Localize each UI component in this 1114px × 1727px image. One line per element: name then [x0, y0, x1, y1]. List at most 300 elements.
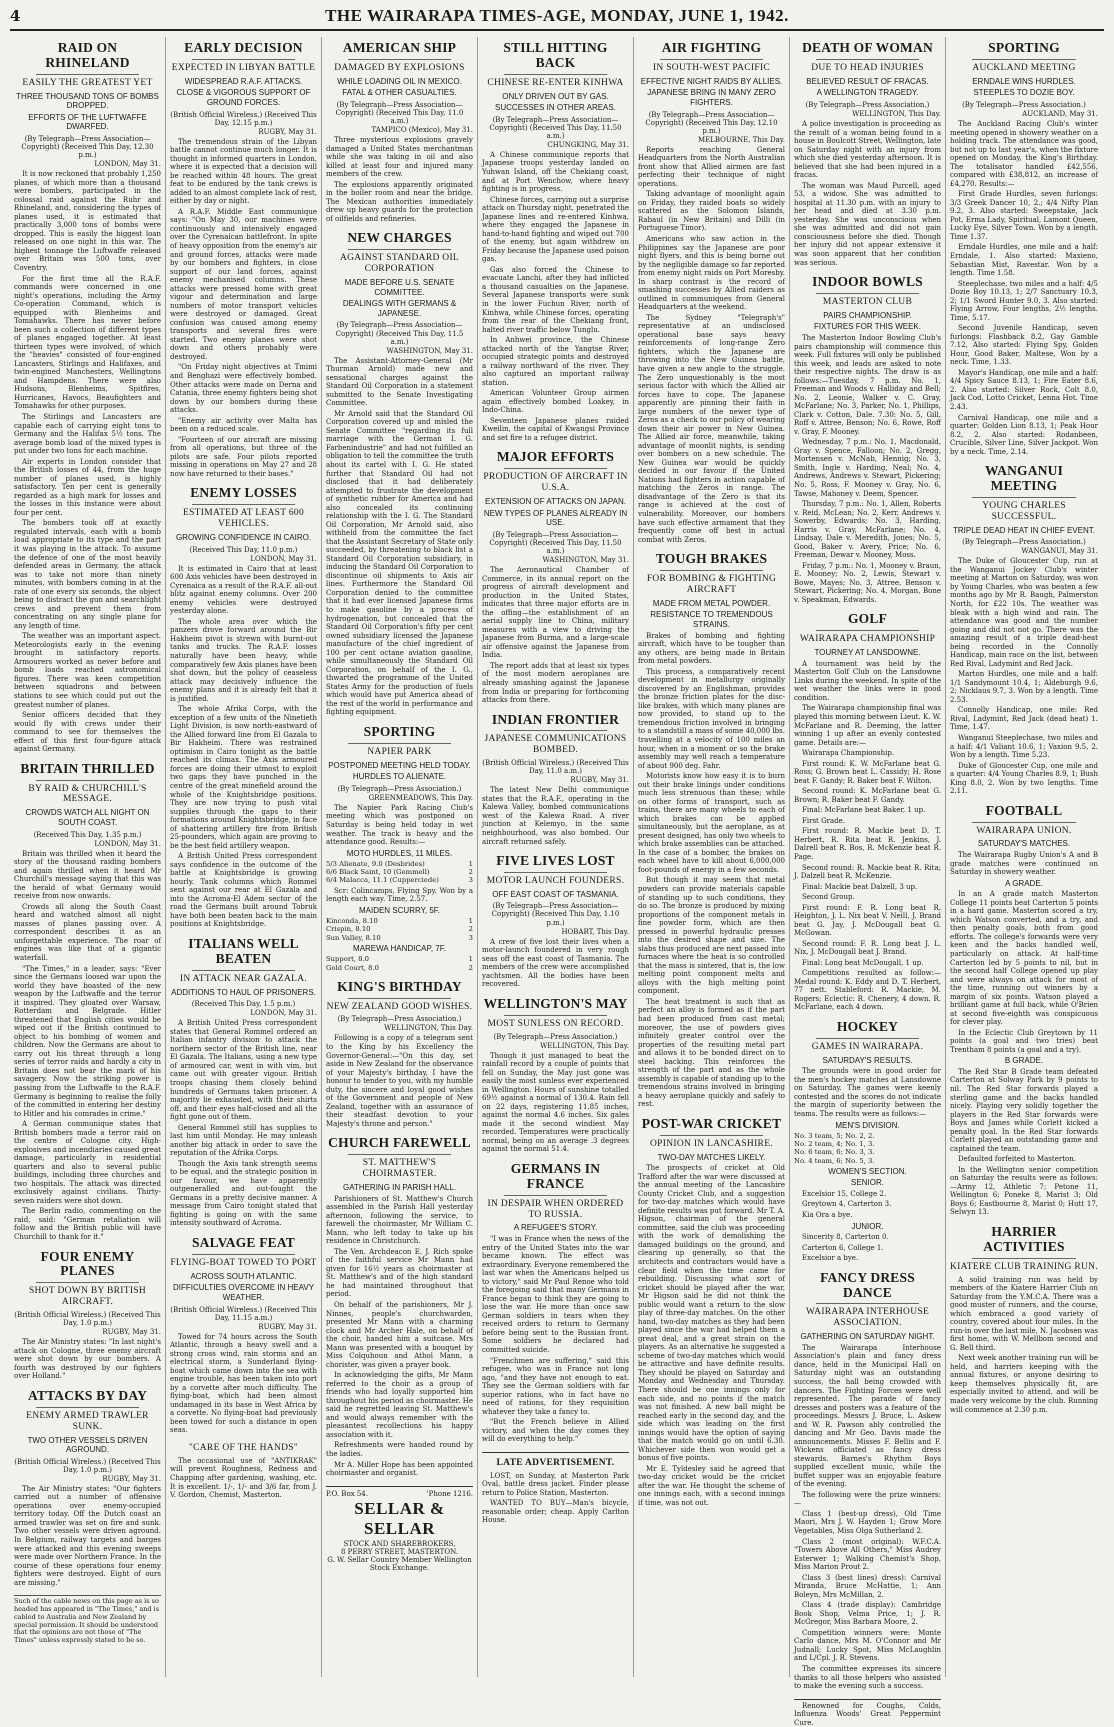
- paragraph: The Ven. Archdeacon E. J. Rich spoke of the faithful service Mr Mann had given for 16½ years as choirmaster at St. Matthew's and of the high standard he had maintained throughout that period.: [326, 1247, 473, 1299]
- headline: ITALIANS WELL BEATEN: [188, 936, 299, 966]
- article-church-farewell: [326, 1136, 473, 1477]
- race-results: [326, 860, 473, 884]
- paragraph: The whole area over which the panzers drove forward around the Bir Hakheim pivot is strewn with burnt-out tanks and trucks. The R.A.F. losses naturally have been heavy, while comparatively few Axis planes have been shot down, but the policy of ceaseless attack may decisively influence the enemy plans and it is already felt that it is justified.: [170, 617, 317, 703]
- headline: SALVAGE FEAT: [191, 1235, 296, 1250]
- race-title: MAREWA HANDICAP, 7F.: [353, 943, 446, 953]
- paragraph: Three mysterious explosions gravely damaged a United States merchantman while she was taking in oil and also killed at least four and injured many members of the crew.: [326, 136, 473, 179]
- article-kings-birthday: [326, 980, 473, 1129]
- late-ad-lost: LOST, on Sunday, at Masterton Park Oval, battle dress jacket. Finder please return to Police Station, Masterton.: [482, 1471, 629, 1497]
- article-body: [14, 170, 161, 754]
- article-body: [950, 851, 1098, 877]
- race-results: [326, 955, 473, 971]
- paragraph: The Wairarapa Rugby Union's A and B grade matches were continued on Saturday in showery weather.: [950, 851, 1098, 877]
- subhead: TWO-DAY MATCHES LIKELY.: [657, 1152, 766, 1162]
- subhead: A WELLINGTON TRAGEDY.: [816, 88, 919, 98]
- headline: GERMANS IN FRANCE: [510, 1160, 601, 1191]
- paragraph: "Enemy air activity over Malta has been on a reduced scale.: [170, 416, 317, 434]
- article-still-hitting-back: [482, 41, 629, 442]
- article-indian-frontier: [482, 713, 629, 847]
- advert-line: 8 PERRY STREET, MASTERTON.: [341, 1547, 458, 1556]
- deck: GAMES IN WAIRARAPA.: [811, 1041, 924, 1052]
- paragraph: Reports reaching General Headquarters from the North Australian front show that Allied airmen are fast perfecting their technique of night operations.: [638, 145, 785, 188]
- dateline: AUCKLAND, May 31.: [1022, 110, 1098, 118]
- deck: MASTERTON CLUB: [822, 296, 913, 307]
- byline: (By Telegraph—Press Association.): [493, 1032, 618, 1041]
- paragraph: A police investigation is proceeding as the result of a woman being found in a house in Boulcott Street, Wellington, late on Saturday night with an injury from which she died yesterday afternoon. It is believed that she had been injured in a fracas.: [794, 120, 941, 180]
- hockey-results: [794, 1132, 941, 1165]
- paragraph: Wairarapa Championship.: [802, 749, 895, 758]
- headline: GOLF: [847, 611, 888, 627]
- headline: CHURCH FAREWELL: [328, 1135, 471, 1151]
- paragraph: The Aeronautical Chamber of Commerce, in its annual report on the progress of aircraft development and production in the United States, indicates that three major efforts are in the offing—the establishment of an aerial supply line to China, military measures with a view to driving the Japanese from Burma, and a large-scale air offensive against the Japanese from India.: [482, 566, 629, 660]
- article-body: [482, 151, 629, 443]
- result-row: [794, 1132, 941, 1140]
- article-body: [482, 938, 629, 989]
- paragraph: Chinese forces, carrying out a surprise attack on Thursday night, penetrated the Japanese lines and re-entered Kinhwa, where they engaged the Japanese in hand-to-hand fighting and wiped out 700 of the enemy, but again withdrew on Friday because the Japanese used poison gas.: [482, 195, 629, 264]
- paragraph: Motorists know how easy it is to burn out their brake linings under conditions much less strenuous than these; while on other forms of transport, such as trains, there are many wheels to each of which brakes can be applied simultaneously, but the aeroplane, as at present designed, has only two wheels to which brake assemblies can be attached. In the case of a bomber, the brakes on each wheel have to kill about 6,000,000 foot-pounds of energy in a few seconds.: [638, 772, 785, 874]
- paragraph: The whole Afrika Corps, with the exception of a few units of the Ninetieth Light Division, is now north-eastward of the Allied forward line from El Gazala to Bir Hakheim. There was restrained optimism in Cairo tonight as the battle reached its climax. The Axis armoured forces are doing their utmost to exploit two gaps they have punched in the centre of the great minefield around the whole of the Knightsbridge positions. They are now trying to push vital supplies through the gaps to their formations around Knightsbridge, in face of shattering artillery fire from British 25-pounders, which again are proving to be the best field artillery weapon.: [170, 705, 317, 850]
- subhead: GATHERING IN PARISH HALL.: [342, 1183, 457, 1193]
- paragraph: Second round: R. Mackie beat R. Rita; J. Dalzell beat R. McKenzie.: [794, 863, 941, 881]
- deck: CHINESE RE-ENTER KINHWA: [487, 77, 624, 88]
- article-harrier-activities: [950, 1225, 1098, 1414]
- result-row: [326, 934, 473, 942]
- article-five-lives-lost: [482, 854, 629, 989]
- result-cell: 1: [468, 955, 473, 964]
- dateline: RUGBY, May 31.: [102, 1474, 161, 1483]
- headline: ENEMY LOSSES: [190, 485, 297, 501]
- result-row: [326, 860, 473, 868]
- deck: NEW ZEALAND GOOD WISHES.: [326, 1001, 473, 1012]
- dateline: LONDON, May 31.: [94, 160, 161, 169]
- paragraph: Crowds all along the South Coast heard and watched almost all night masses of planes passing over. A correspondent describes it as an unforgettable experience. The roar of engines was like that of a gigantic waterfall.: [14, 902, 161, 963]
- result-cell: 5/3 Alienate, 9.0 (Desbrides): [326, 860, 425, 869]
- subhead: RESISTANCE TO TREMENDOUS STRAINS.: [650, 610, 773, 629]
- headline: HARRIER ACTIVITIES: [983, 1223, 1065, 1254]
- advert-care-of-hands: [170, 1443, 317, 1500]
- deck: JAPANESE COMMUNICATIONS BOMBED.: [484, 734, 627, 756]
- division-subtitle: SENIOR.: [851, 1178, 884, 1188]
- race-title: MAIDEN SCURRY, 5F.: [358, 905, 441, 915]
- wellington-results: In the Wellington senior competition on Saturday the results were as follows:—Army 12, Athletic 7; Petone 11, Wellington 6; Poneke 8, Marist 3; Old Boys 6; Eastbourne 8, Marist 0; Hutt 17, Selwyn 13.: [950, 1165, 1098, 1217]
- dateline: WELLINGTON, This Day.: [384, 1024, 473, 1033]
- headline: KING'S BIRTHDAY: [337, 978, 462, 994]
- paragraph: "On Friday night objectives at Tmimi and Benghazi were effectively bombed. Other attacks were made on Derna and Catania, three enemy fighters being shot down by our bombers during these attacks.: [170, 363, 317, 415]
- paragraph: The Sydney "Telegraph's" representative at an undisclosed operational base says heavy reinforcements of long-range Zero fighters, which the Japanese are throwing into the New Guinea battle, have given a new angle to the struggle. The Zero unquestionably is the most serious factor with which the Allied air forces have to cope. The Japanese apparently are pinning their faith in large numbers of the newer type of Zeros as a check to our policy of wearing down their air power in New Guinea. The Allied air force, meanwhile, taking advantage of moonlit nights, is sending over bombers on a new schedule. The New Guinea war would be quickly decided in our favour if the United Nations had fighters in action capable of matching the Zeros in range. The disadvantage of the Zero is that its range is achieved at the cost of vulnerability. Moreover, our bombers have such effective armament that they frequently come off best in actual combat with Zeros.: [638, 313, 785, 544]
- paragraph: A crew of five lost their lives when a motor-launch foundered in very rough seas off the east coast of Tasmania. The members of the crew were accomplished yachtsmen. All the bodies have been recovered.: [482, 937, 629, 989]
- headline: BRITAIN THRILLED: [20, 760, 155, 776]
- result-cell: 2: [468, 925, 473, 934]
- result-cell: 3: [468, 876, 473, 885]
- byline: (British Official Wireless.) (Received This Day, 1.0 p.m.): [14, 1311, 161, 1328]
- grade-a-body: [950, 890, 1098, 1054]
- result-row: [794, 1140, 941, 1148]
- subhead: JAPANESE BRING IN MANY ZERO FIGHTERS.: [647, 88, 776, 107]
- subhead: ERNDALE WINS HURDLES.: [972, 76, 1076, 86]
- subhead: FATAL & OTHER CASUALTIES.: [342, 88, 457, 98]
- byline: (By Telegraph—Press Association.): [805, 100, 930, 109]
- column-3: [322, 37, 478, 1677]
- advert-text: The occasional use of "ANTIKRAK" will prevent Roughness, Redness and Chapping after gardening, washing, etc. It is excellent. 1/-, 1/- and 3/6 far, from J. V. Gordon, Chemist, Masterton.: [170, 1456, 317, 1500]
- paragraph: The following were the prize winners:—: [794, 1490, 941, 1508]
- paragraph: A R.A.F. Middle East communique says: "On May 30, our machines were continuously and intensively engaged over the Cyrenaican battlefront. In spite of heavy opposition from the enemy's air and ground forces, attacks were made by our bombers and fighters, in close support of our land forces, against enemy mechanised columns. These attacks were pressed home with great vigour and determination and large numbers of motor transport vehicles were destroyed or damaged. Great confusion was caused among enemy transports and several fires were started. Two enemy planes were shot down and others probably were destroyed.: [170, 207, 317, 361]
- paragraph: Marton Hurdles, one mile and a half: 1/1 Sandymount 10.4, 1; Aldeburgh 9.6, 2; Nicklaus 9.7, 3. Won by a length. Time 2.53.: [950, 670, 1098, 704]
- paragraph: Defaulted forfeited to Masterton.: [958, 1155, 1076, 1164]
- deck: SHOT DOWN BY BRITISH AIRCRAFT.: [28, 1286, 147, 1308]
- subhead: ONLY DRIVEN OUT BY GAS.: [502, 91, 609, 101]
- paragraph: First round: R. Mackie beat D. T. Herbert, R. Rita beat R. Jenkins, J. Dalrell beat R. Bos, R. McKenzie beat R. Page.: [794, 827, 941, 861]
- paragraph: Air experts in London consider that the British losses of 44, from the huge number of planes used, is highly satisfactory. Ten per cent is generally regarded as a high mark for losses and the losses in this instance were about four per cent.: [14, 457, 161, 517]
- subhead: TRIPLE DEAD HEAT IN CHIEF EVENT.: [953, 525, 1095, 535]
- paragraph: The grounds were in good order for the men's hockey matches at Lansdowne on Saturday. The games were keenly contested and the scores do not indicate the margin of superiority between the teams. The results were as follows:—: [794, 1067, 941, 1119]
- paragraph: For the first time all the R.A.F. commands were concerned in one night's operations, including the Army Co-operation Command, which is equipped with Blenheims and Tomahawks. There has never before been such a collection of different types of planes engaged together. At least thirteen types were involved, of which the "heavies" consisted of four-engined Lancasters, Stirlings and Halifaxes, and twin-engined Manchesters, Wellingtons and Hampdens. There were also Hudsons, Blenheims, Spitfires, Hurricanes, Havocs, Beaufighters and Tomahawks for other purposes.: [14, 274, 161, 411]
- article-body: [170, 1019, 317, 1228]
- subhead: EFFORTS OF THE LUFTWAFFE DWARFED.: [28, 112, 147, 132]
- headline: DEATH OF WOMAN: [802, 40, 933, 55]
- golf-results: [794, 749, 941, 1012]
- paragraph: The Masterton Indoor Bowling Club's pairs championship will commence this week. Full fixtures will only be published this week, and leads are asked to note their respective nights. The draw is as follows:—Tuesday, 7 p.m. No. 1, Freeman and Woods v. Halliday and Bell; No. 2, Leonie, Walker v. C. Gray, McFarlane; No. 3, Parker, No. 1, Phillips, Clark v. Cotton, Dale. 7.30: No. 5, Gill, Roff v. Attree, Benson; No. 6, Rowe, Roff v. Gray, F. Mooney.: [794, 333, 941, 436]
- byline: (By Telegraph—Press Association—Copyright) (Received This Day, 11.5 a.m.): [335, 321, 464, 346]
- late-ad-wanted: WANTED TO BUY—Man's bicycle, reasonable order; cheap. Apply Carlton House.: [482, 1499, 629, 1525]
- article-body: [950, 120, 1098, 456]
- paragraph: The Duke of Gloucester Cup, run at the Wanganui Jockey Club's winter meeting at Marton on Saturday, was won by Young Charles, who was beaten a few months ago by Mr R. Baugh, Palmerston North, for £22 10s. The weather was bleak with a high wind and rain. The attendance was good and the number going and did not not go. There was the amazing result of a triple dead-heat being recorded in the Connolly Handicap, main race on the list, between Red Rival, Ladymint and Red Jack.: [950, 557, 1098, 668]
- subhead: WIDESPREAD R.A.F. ATTACKS.: [184, 76, 303, 86]
- result-cell: 2: [468, 868, 473, 877]
- paragraph: Taking advantage of moonlight again on Friday, they raided boats so widely scattered as the Solomon Islands, Rabaul (in New Britain) and Dilli (in Portuguese Timor).: [638, 190, 785, 233]
- article-raid-on-rhineland: [14, 41, 161, 754]
- grade-title: B GRADE.: [1004, 1056, 1044, 1066]
- paragraph: This process, a comparatively recent development in metallurgy originally discovered by an Englishman, provides the bronze friction plates for the disc-like brakes, with which many planes are now provided, to stand up to the tremendous friction involved in bringing to a standstill a mass of some 40,000 lbs. travelling at a velocity of 100 miles an hour, when in a moment or so the brake assembly may well reach a temperature of about 900 deg. Fahr.: [638, 667, 785, 770]
- result-cell: No. 6 team, 6; No. 3, 3.: [794, 1148, 875, 1157]
- paragraph: Towed for 74 hours across the South Atlantic, through a heavy swell and a strong cross wind, rain storms and an electrical storm, a Sunderland flying-boat which came down into the sea with engine trouble, has been taken into port by a corvette after much difficulty. The flying-boat, which had been almost undamaged in its base in West Africa by a corvette. No flying-boat had previously been towed for such a distance in open seas.: [170, 1332, 317, 1435]
- article-body: [482, 566, 629, 705]
- paragraph: Class 2 (most original): W.F.C.A. "Towers Above All Others," Miss Audrey Esterwer 1; Walking Chemist's Shop, Miss Marion Prout 2.: [794, 1537, 941, 1572]
- deck: PRODUCTION OF AIRCRAFT IN U.S.A.: [483, 472, 628, 494]
- deck: FLYING-BOAT TOWED TO PORT: [170, 1257, 317, 1268]
- result-cell: No. 3 team, 5; No. 2, 2.: [794, 1132, 875, 1141]
- hockey-junior-results: [794, 1233, 941, 1263]
- page-number: 4: [10, 7, 21, 25]
- deck: NAPIER PARK: [367, 746, 432, 757]
- paragraph: On behalf of the parishioners, Mr J. Ninnes, people's churchwarden, presented Mr Mann with a charming clock and Mr Archer Hale, on behalf of the choir, handed him a suitcase. Mrs Mann was presented with a bouquet by Miss Colquhoun and Athol Mann, a chorister, was given a prayer book.: [326, 1300, 473, 1369]
- paragraph: Friday, 7 p.m.: No. 1, Mooney v. Braun, E. Mooney; No. 2, Lewis, Stewart v. Bowe, Mayes; No. 3, Attree, Benson v. Stewart, Pickering; No. 4, Morgan, Bone v. Speakman, Edwards.: [794, 561, 941, 604]
- byline: (British Official Wireless.) (Received This Day, 11.0 a.m.): [482, 759, 629, 776]
- paragraph: Though it just managed to beat the rainfall record by a couple of points that fell on Sunday, the May just gone was easily the most sunless ever experienced in Wellington. Hours of sunshine totalled 69½ against a normal of 130.4. Rain fell on 22 days, registering 11.85 inches, against the normal 4.6 inches. Six gales made it the second windiest May recorded. Temperatures were practically normal, being on an average .3 degrees against the normal 51.4.: [482, 1051, 629, 1154]
- deck: EXPECTED IN LIBYAN BATTLE: [171, 62, 316, 73]
- article-golf: [794, 612, 941, 1012]
- paragraph: Final: McFarlane beat Baker, 1 up.: [802, 806, 926, 815]
- deck: IN SOUTH-WEST PACIFIC: [652, 62, 771, 73]
- paragraph: Connolly Handicap, one mile: Red Rival, Ladymint, Red Jack (dead heat) 1. Time, 1.47.: [950, 706, 1098, 732]
- dateline: LONDON, May 31.: [250, 554, 317, 563]
- deck: AUCKLAND MEETING: [972, 62, 1076, 73]
- masthead: [10, 6, 1104, 31]
- paragraph: The heat treatment is such that as perfect an alloy is formed as if the part had been produced from cast metal; moreover, the use of powders gives infinitely greater control over the properties of the resulting metal part and allows it to be bonded direct on to steel backing. This reinforces the strength of the part and as the whole assembly is capable of standing up to the tremendous strains involved in bringing a heavy aeroplane quickly and safely to rest.: [638, 997, 785, 1109]
- byline: (British Official Wireless.) (Received This Day, 11.15 a.m.): [170, 1305, 317, 1322]
- paragraph: "Fourteen of our aircraft are missing from all operations, but three of the pilots are safe. Four pilots reported missing in operations on May 27 and 28 now have returned to their bases.": [170, 435, 317, 478]
- subhead: OFF EAST COAST OF TASMANIA.: [492, 889, 619, 899]
- paragraph: The Wairarapa Interhouse Association's plain and fancy dress dance, held in the Municipal Hall on Saturday night was an outstanding success, the hall being crowded with dancers. The Fighting Forces were well represented. The parade of fancy dresses and posters was a feature of the proceedings. Messrs J. Bruce, L. Askew and W. R. Pawson ably controlled the dancing and Mr Geo. Davis made the announcements. Misses F. Bellis and F. Wickens officiated as fancy dress stewards. Barnes's Rhythm Boys supplied excellent music, while the buffet supper was an enjoyable feature of the evening.: [794, 1343, 941, 1489]
- paragraph: Erndale Hurdles, one mile and a half: Erndale, 1. Also started: Maxieno, Sebastian Mist, Ravestar. Won by a length. Time 1.58.: [950, 243, 1098, 278]
- paragraph: Senior officers decided that they would fly with crews under their command to see for themselves the effect of this first four-figure attack against Germany.: [14, 711, 161, 754]
- race-results: [326, 917, 473, 941]
- dateline: RUGBY, May 31.: [102, 1328, 161, 1337]
- paragraph: A solid training run was held by members of the Kiatere Harrier Club on Saturday from the Y.M.C.A. There was a good muster of runners, and the course, which embraced a good variety of country, covered about four miles. In the run-in over the last mile, N. Jacobsen was first home, with W. Mellbom second and G. Bell third.: [950, 1275, 1098, 1352]
- article-body: [14, 1485, 161, 1587]
- article-post-war-cricket: [638, 1117, 785, 1508]
- division-subtitle: JUNIOR.: [851, 1221, 884, 1231]
- paragraph: In Anhwei province, the Chinese attacked north of the Yangtse River, occupied strategic points and destroyed a railway northward of the river. They also captured an important railway station.: [482, 336, 629, 387]
- byline: (By Telegraph—Press Association—Copyright) (Received This Day, 12.10 p.m.): [645, 110, 778, 135]
- subhead: DEALINGS WITH GERMANS & JAPANESE.: [342, 299, 457, 318]
- byline: (By Telegraph—Press Association—Copyright) (Received This Day, 12.30 p.m.): [21, 134, 154, 160]
- result-row: [794, 1148, 941, 1156]
- byline: (Received This Day, 11.0 p.m.): [189, 545, 298, 554]
- subhead: NEW TYPES OF PLANES ALREADY IN USE.: [483, 508, 628, 528]
- column-1: [10, 37, 166, 1677]
- paragraph: The Stirlings and Lancasters are capable each of carrying eight tons to Germany and the Halifax 5½ tons. The average bomb load of the mixed types is put under two tons for each machine.: [14, 413, 161, 456]
- advert-phone: 'Phone 1216.: [426, 1489, 473, 1498]
- column-6: [790, 37, 946, 1727]
- subhead: SUCCESSES IN OTHER AREAS.: [495, 103, 616, 113]
- subhead: ACROSS SOUTH ATLANTIC.: [190, 1271, 297, 1281]
- columns: [10, 37, 1104, 1727]
- paragraph: Steeplechase, two miles and a half: 4/5 Dozie Boy 10.13, 1; 2/7 Sanctuary 10.3, 2; 1/1 Sword Hunter 9.0, 3. Also started: Flying Arrow, Four lengths, 2½ lengths. Time, 5.17.: [950, 279, 1098, 322]
- headline: POST-WAR CRICKET: [641, 1115, 782, 1131]
- paragraph: The Air Ministry states: "In last night's attack on Cologne, three enemy aircraft were shot down by our bombers. A fourth was destroyed by our fighters over Holland.": [14, 1338, 161, 1381]
- result-cell: Sun Valley, 8.10: [326, 933, 381, 942]
- headline: WANGANUI MEETING: [984, 463, 1064, 494]
- headline: AIR FIGHTING: [661, 40, 762, 55]
- article-body: [482, 1052, 629, 1154]
- late-advertisement: [482, 1452, 629, 1525]
- paragraph: It is estimated in Cairo that at least 600 Axis vehicles have been destroyed in Cyrenaica as a result of the R.A.F. all-out blitz against enemy columns. Over 200 enemy vehicles were destroyed yesterday alone.: [170, 564, 317, 616]
- article-body: [326, 357, 473, 717]
- paragraph: The prospects of cricket at Old Trafford after the war were discussed at the annual meeting of the Lancashire County Cricket Club, and a suggestion for two-day matches which would have definite results was put forward. Mr T. A. Higson, chairman of the general committee, said the club was proceeding with the work of demolishing the damaged buildings on the ground, and clearing up generally, so that the architects and contractors would have a clear field when the time came for rebuilding. Discussing what sort of cricket should be played after the war, Mr Higson said he did not think the public would want a return to the slow play of three-day matches. On the other hand, two-day matches as they had been played since the war had helped them a great deal, and a great strain on the players. As an alternative he suggested a scheme of two-day matches which would be attractive and have definite results. They should be played on Saturday and Monday and Wednesday and Thursday. There should be one innings only for each side, and no points if the match was not finished. A new ball might be reached early in the second day, and the side which was leading on the first innings would have the option of saying that the match would go on until 6.30. Whichever side then won would get a bonus of five points.: [638, 1164, 785, 1463]
- paragraph: The woman was Maud Purcell, aged 53, a widow. She was admitted to hospital at 11.30 p.m. with an injury to her head and died at 3.30 p.m. yesterday. She was unconscious when she was admitted and did not gain consciousness before she died. Though her injury did not appear extensive it was soon apparent that her condition was serious.: [794, 181, 941, 267]
- byline: (By Telegraph—Press Association.): [962, 538, 1086, 547]
- byline: (Received This Day, 1.35 p.m.): [33, 830, 142, 839]
- byline: (By Telegraph—Press Association—Copyright) (Received This Day, 1.10 p.m.): [491, 902, 620, 927]
- subhead: SATURDAY'S RESULTS.: [822, 1055, 913, 1065]
- column-7: [946, 37, 1102, 1677]
- headline: SPORTING: [363, 723, 436, 739]
- deck: DUE TO HEAD INJURIES: [811, 62, 924, 73]
- division-title: MEN'S DIVISION.: [835, 1120, 900, 1130]
- result-cell: Gold Court, 8.0: [326, 963, 379, 972]
- paragraph: First round: K. W. McFarlane beat G. Ross; G. Brown beat L. Cassidy; H. Rose beat F. Gandy; R. Baker beat F. Wilton.: [794, 759, 941, 785]
- byline: (By Telegraph—Press Association—Copyright) (Received This Day, 11.50 a.m.): [489, 530, 622, 556]
- paragraph: Duke of Gloucester Cup, one mile and a quarter: 4/4 Young Charles 8.9, 1; Bush King 8.0, 2. Won by two lengths. Time 2.11.: [950, 761, 1098, 796]
- paragraph: The latest New Delhi communique states that the R.A.F., operating in the Kalewa Valley, bombed communications west of the Kalewa Road. A river junction at Kelemyo, in the same neighbourhood, was also bombed. Our aircraft returned safely.: [482, 786, 629, 846]
- paragraph: The Napier Park Racing Club's meeting which was postponed on Saturday is being held today in wet weather. The track is heavy and the attendance good. Results:—: [326, 803, 473, 847]
- paragraph: Sincerity 8, Carterton 0.: [802, 1233, 889, 1242]
- result-cell: 3: [468, 933, 473, 942]
- advert-peppermint-cure: [794, 1699, 941, 1727]
- byline: (By Telegraph—Press Association.): [337, 1015, 462, 1024]
- dateline: LONDON, May 31.: [94, 839, 161, 848]
- subhead: STEEPLES TO DOZIE BOY.: [973, 88, 1075, 98]
- paragraph: A British United Press correspondent says confidence in the outcome of the battle at Knightsbridge is growing hourly. Tank columns which Rommel sent against our rear at El Gazala and into the Acroma-El Adem sector of the road the Germans built around Tobruk have both been beaten back to the main positions at Knightsbridge.: [170, 852, 317, 929]
- deck: KIATERE CLUB TRAINING RUN.: [950, 1261, 1099, 1272]
- article-body: [794, 660, 941, 747]
- subhead: A REFUGEE'S STORY.: [513, 1223, 598, 1233]
- article-body: [170, 138, 317, 479]
- column-5: [634, 37, 790, 1677]
- article-fancy-dress-dance: [794, 1271, 941, 1691]
- paragraph: American Volunteer Group airmen again effectively bombed Loakey, in Indo-China.: [482, 389, 629, 415]
- paragraph: Class 4 (trade display): Cambridge Book Shop, Velma Price, 1; J. R. McGregor, Miss Barbara Moore, 2.: [794, 1601, 941, 1627]
- deck: OPINION IN LANCASHIRE.: [650, 1138, 773, 1149]
- article-air-fighting: [638, 41, 785, 544]
- subhead: BELIEVED RESULT OF FRACAS.: [806, 76, 929, 86]
- column-2: [166, 37, 322, 1677]
- paragraph: Seventeen Japanese planes raided Kweilin, the capital of Kwangsi Province and set fire to a refugee district.: [482, 416, 629, 442]
- article-salvage-feat: [170, 1236, 317, 1435]
- result-row: [326, 876, 473, 884]
- article-body: [482, 786, 629, 846]
- advert-line: STOCK AND SHAREBROKERS,: [343, 1539, 456, 1548]
- dateline: RUGBY, May 31.: [570, 776, 629, 785]
- paragraph: A German communique states that British bombers made a terror raid on the centre of Cologne city. High-explosives and incendiaries caused great damage, particularly in residential quarters and also to several public buildings, including three churches and two hospitals. The attack was directed exclusively against civilians. Thirty-seven raiders were shot down.: [14, 1120, 161, 1205]
- deck: YOUNG CHARLES SUCCESSFUL.: [982, 500, 1066, 522]
- result-row: [326, 925, 473, 933]
- article-american-ship: [326, 41, 473, 223]
- deck: FOR BOMBING & FIGHTING AIRCRAFT: [646, 573, 777, 595]
- division-title: WOMEN'S SECTION.: [828, 1166, 907, 1176]
- paragraph: A British United Press correspondent states that General Rommel ordered an Italian infantry division to attack the northern sector of the British line, near El Gazala. The Italians, using a new type of armoured car, went in with vim, but came out with greater vigour. British troops chasing them closely behind hundreds of Germans taken prisoner. A majority lie exhausted, with their shirts off, and their eyes half-closed and all the fight gone out of them.: [170, 1019, 317, 1122]
- result-cell: Crispin, 8.10: [326, 925, 371, 934]
- paragraph: Mr E. Tyldesley said he agreed that two-day cricket would be the cricket after the war. He thought the scheme of one innings each, with a second innings if time, was not out.: [638, 1464, 785, 1507]
- article-body: [326, 1195, 473, 1478]
- article-body: [638, 146, 785, 544]
- article-major-efforts: [482, 450, 629, 704]
- deck: WAIRARAPA CHAMPIONSHIP: [799, 634, 936, 645]
- race-note: Scr: Colincamps, Flying Spy. Won by a length each way. Time, 2.57.: [326, 886, 473, 904]
- paragraph: "Frenchmen are suffering," said this refugee, who was in France not long ago, "and they have not enough to eat. They see the German soldiers with far superior rations, who in fact have no need of rations, for they requisition whatever they take a fancy to.: [482, 1356, 629, 1416]
- paragraph: But though it may seem that metal powders can provide materials capable of standing up to such conditions, they do so. The bronze is produced by mixing proportions of the component metals in fine powder form, which are then pressed in powerful hydraulic presses into the desired shape and size. The slabs thus produced are next passed into furnaces where the heat is so controlled that the mass is sintered, that is, the low melting point component melts and alloys with the high melting point component.: [638, 876, 785, 996]
- headline: INDOOR BOWLS: [812, 274, 923, 290]
- byline: (By Telegraph—Press Association.): [337, 784, 462, 793]
- result-row: [326, 917, 473, 925]
- paragraph: Wednesday, 7 p.m.: No. 1, Macdonald, Gray v. Spence, Falloon; No. 2, Gregg, Mortensen v. McNab, Hennig; No. 3, Smith, Ingle v. Harding, Neal; No. 4, Andrews, Andrews v. Stewart, Pickering; No. 5, Ross, F. Mooney v. Gray, No. 6, Tawse, Mahoney v. Deem, Spencer.: [794, 438, 941, 498]
- paragraph: "But the French believe in Allied victory, and when the day comes they will do everything to help.": [482, 1418, 629, 1444]
- dateline: TAMPICO (Mexico), May 31.: [371, 126, 473, 135]
- result-cell: 6/4 Malacca, 11.1 (Cupperciede): [326, 876, 439, 885]
- paragraph: First Grade Hurdles, seven furlongs: 3/3 Greek Dancer 10, 2.; 4/4 Nifty Plan 9.2, 3. Also started: Sweepstake, Jack Pot, Erma Lady, Spiritual, Lamont Queen, Lucky Eye, Silver Town. Won by a length. Time 1.37.: [950, 190, 1098, 241]
- grade-b-body: [950, 1068, 1098, 1164]
- headline: SPORTING: [988, 40, 1060, 55]
- paragraph: Class 3 (best lines) dress): Carnival Miranda, Bruce McHattie, 1; Ann Boleyn, Mrs McMillan, 2.: [794, 1573, 941, 1599]
- article-hockey: [794, 1020, 941, 1263]
- byline: (By Telegraph—Press Association.): [962, 100, 1086, 109]
- headline: INDIAN FRONTIER: [491, 711, 620, 727]
- advert-sellar: [326, 1486, 473, 1572]
- deck: ST. MATTHEW'S CHOIRMASTER.: [362, 1158, 437, 1180]
- article-four-enemy-planes: [14, 1250, 161, 1381]
- paragraph: Competitions resulted as follow:—Medal round: K. Eddy and D. T. Herbert, 77 nett. Stableford: R. Mackie, M. Rogers; Eclectic: R. Chenery, 4 down. R. McFarlane, each 4 down.: [794, 969, 941, 1012]
- paragraph: Following is a copy of a telegram sent to the King by his Excellency the Governor-General:—"On this day, set aside in New Zealand for the observance of your Majesty's birthday, I have the honour to tender to you, with my humble duty, the sincere and loyal good wishes of the Government and people of New Zealand, together with an assurance of their steadfast devotion to your Majesty's throne and person.": [326, 1034, 473, 1128]
- headline: WELLINGTON'S MAY: [483, 995, 628, 1011]
- article-attacks-by-day: [14, 1389, 161, 1587]
- headline: NEW CHARGES: [347, 230, 452, 246]
- headline: FOOTBALL: [985, 802, 1063, 818]
- result-cell: 1: [468, 860, 473, 869]
- paragraph: Brakes of bombing and fighting aircraft, which have to be tougher than any others, are being made in Britain from metal powders.: [638, 631, 785, 666]
- subhead: ADDITIONS TO HAUL OF PRISONERS.: [171, 987, 316, 997]
- paragraph: It is now reckoned that probably 1,250 planes, of which more than a thousand were bombers, participated in the colossal raid against the Ruhr and Rhineland, and, considering the types of planes used, it is estimated that practically 3,000 tons of bombs were dropped. This is easily the biggest loan released on one night in this war. The highest tonnage the Luftwaffe released over Britain was 500 tons, over Coventry.: [14, 170, 161, 272]
- subhead: GATHERING ON SATURDAY NIGHT.: [800, 1332, 935, 1342]
- paragraph: Carnival Handicap, one mile and a quarter: Golden Lion 8.13, 1; Peak Hour 8.2, 2. Also started: Rodanbeen, Crucible, Silver Line, Silver Jackpot. Won by a neck. Time, 2.14.: [950, 413, 1098, 456]
- deck: IN DESPAIR WHEN ORDERED TO RUSSIA.: [487, 1198, 624, 1220]
- masthead-title: THE WAIRARAPA TIMES-AGE, MONDAY, JUNE 1, 1942.: [325, 6, 789, 25]
- paragraph: Excelsior a bye.: [802, 1254, 859, 1263]
- paragraph: "I was in France when the news of the entry of the United States into the war became known. The effect was extraordinary. Everyone remembered the last war when the Americans helped us to victory," said Mr Paul Renoe who told the foregoing said that many Germans in France began to think they are going to lose the war. He more than once saw German soldiers in tears when they received orders to return to Germany before being sent to the Russian front. Some soldiers he declared had committed suicide.: [482, 1235, 629, 1354]
- deck: EASILY THE GREATEST YET: [22, 77, 153, 88]
- headline: EARLY DECISION: [184, 40, 303, 55]
- paragraph: Thursday, 7 p.m.: No. 1, Allen, Roberts v. Reid, McLean; No. 2, Kerr, Andrews v. Sowerby, Edwards; No. 3, Harding, Harris v. Gray, McFarlane; No. 4, Lindsay, Dale v. Meredith, Jones; No. 5, Good, Baker v. Avery, Price; No. 6, Freeman, Dewar v. Mooney, Moss.: [794, 500, 941, 560]
- result-row: [326, 955, 473, 963]
- headline: STILL HITTING BACK: [503, 40, 608, 70]
- paragraph: Mr A. Miller Hope has been appointed choirmaster and organist.: [326, 1460, 473, 1478]
- paragraph: The weather was an important aspect. Meteorologists early in the evening brought in satisfactory reports. Armourers worked as never before and bomb loads reached astronomical figures. There was keen competition between squadrons and between stations to see which could put out the greatest number of planes.: [14, 632, 161, 709]
- article-body: [950, 557, 1098, 795]
- paragraph: Mr Arnold said that the Standard Oil Corporation covered up and misled the Senate Committee "regarding its full marriage with the German I. G. Farbenindustrie" and had not fulfilled an obligation to tell the committee the truth about its cartel with I. G. He stated further that Standard Oil had not disclosed that it had deliberately attempted to frustrate the development of synthetic rubber for America and had also concealed its continuing relationship with the I. G. The Standard Oil Corporation, Mr Arnold said, also withheld from the committee the fact that the Assistant Secretary of State only succeeded, by threatening to black list a Standard Oil Corporation subsidiary, in inducing the Standard Oil Corporation to discontinue oil shipments to Axis air lines. Furthermore the Standard Oil Corporation denied to the committee that it had ever licensed Japanese firms to make gasoline by a process of hydrogenation, but concealed that the Standard Oil Corporation's fifty per cent owned subsidiary licensed the Japanese manufacture of the chief ingredient of 100 per cent octane aviation gasoline, while simultaneously the Standard Oil Corporation, on behalf of the I. G., thwarted the programme of the United States Army for the production of fuels which would have put America ahead of the rest of the world in performance and fighting equipment.: [326, 409, 473, 717]
- article-football: [950, 804, 1098, 1217]
- race-title: MOTO HURDLES, 11 MILES.: [346, 848, 453, 858]
- byline: (Received This Day, 1.5 p.m.): [191, 1000, 296, 1009]
- article-death-of-woman: [794, 41, 941, 267]
- article-body: [170, 1333, 317, 1435]
- subhead: CLOSE & VIGOROUS SUPPORT OF GROUND FORCES.: [176, 88, 311, 107]
- deck: MOST SUNLESS ON RECORD.: [487, 1018, 624, 1029]
- article-enemy-losses: [170, 486, 317, 929]
- dateline: RUGBY, May 31.: [258, 1322, 317, 1331]
- dateline: LONDON, May 31.: [250, 1009, 317, 1018]
- result-cell: Kinconda, 8.10: [326, 917, 378, 926]
- paragraph: Second round: K. McFarlane beat G. Brown; R. Baker beat F. Gandy.: [794, 787, 941, 804]
- subhead: THREE THOUSAND TONS OF BOMBS DROPPED.: [16, 91, 159, 111]
- paragraph: Excelsior 15, College 2.: [802, 1189, 887, 1198]
- dateline: WASHINGTON, May 31.: [386, 346, 473, 355]
- article-wanganui-meeting: [950, 464, 1098, 796]
- dateline: CHUNGKING, May 31.: [547, 140, 629, 149]
- article-new-charges: [326, 231, 473, 717]
- deck: MOTOR LAUNCH FOUNDERS.: [486, 875, 625, 886]
- subhead: TWO OTHER VESSELS DRIVEN AGROUND.: [27, 1435, 148, 1455]
- byline: (British Official Wireless.) (Received This Day, 1.0 p.m.): [14, 1457, 161, 1474]
- article-italians-well-beaten: [170, 937, 317, 1228]
- subhead: WHILE LOADING OIL IN MEXICO.: [337, 76, 462, 86]
- headline: FOUR ENEMY PLANES: [40, 1248, 135, 1279]
- dateline: WELLINGTON, This Day.: [540, 1041, 629, 1050]
- dateline: WANGANUI, May 31.: [1021, 547, 1098, 556]
- paragraph: Next week another training run will be held, and harriers keeping with the annual fixtures, or anyone desiring to keep themselves physically fit, are especially invited to attend, and will be made very welcome by the club. Running will commence at 2.30 p.m.: [950, 1354, 1098, 1414]
- subhead: TOURNEY AT LANSDOWNE.: [814, 648, 921, 658]
- headline: AMERICAN SHIP: [342, 40, 457, 55]
- dateline: RUGBY, May 31.: [258, 127, 317, 136]
- article-body: [326, 804, 473, 847]
- subhead: EXTENSION OF ATTACKS ON JAPAN.: [485, 497, 626, 507]
- deck: BY RAID & CHURCHILL'S MESSAGE.: [28, 783, 147, 805]
- advert-title: "CARE OF THE HANDS": [188, 1443, 299, 1454]
- article-sporting-auckland: [950, 41, 1098, 456]
- result-cell: No. 4 team, 6; No. 5, 3.: [794, 1156, 875, 1165]
- paragraph: A tournament was held by the Masterton Golf Club on the Lansdowne Links during the weekend. In spite of the wet weather the links were in good condition.: [794, 659, 941, 702]
- paragraph: Gas also forced the Chinese to evacuate Lanchi, after they had inflicted a thousand casualties on the Japanese. Several Japanese transports were sunk in the lower Fuchun River, north of Kinhwa, while Chinese forces, operating from the rear of the Chekiang front, halted river traffic below Tunglu.: [482, 265, 629, 334]
- paragraph: In an A grade match Masterton College 11 points beat Carterton 5 points in a hard game. Masterton scored a try, which Watson converted, and a try, and then penalty goals, both from good efforts. The college's forwards were very keen and the backs handled well, particularly on attack. At half-time Carterton led by 5 points to nil, but in the second half College opened up play and were always on attack for most of the time, running out winners by a margin of six points. Watson played a brilliant game at full back, while O'Brien at second five-eighth was conspicuous for clever play.: [950, 890, 1098, 1027]
- headline: RAID ON RHINELAND: [45, 40, 130, 70]
